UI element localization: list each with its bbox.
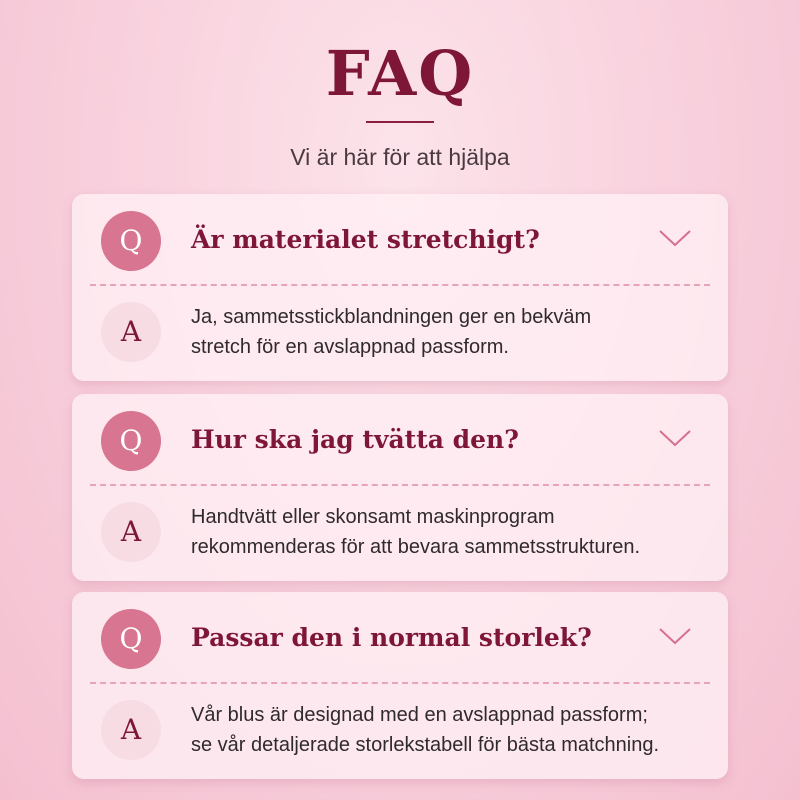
answer-badge: A bbox=[101, 302, 161, 362]
answer-badge: A bbox=[101, 700, 161, 760]
faq-item-2 bbox=[72, 394, 728, 581]
faq-divider bbox=[90, 484, 710, 486]
faq-question-2: Hur ska jag tvätta den? bbox=[191, 425, 519, 454]
answer-line: Handtvätt eller skonsamt maskinprogram bbox=[191, 506, 555, 528]
faq-question-row-3[interactable] bbox=[72, 592, 728, 682]
faq-divider bbox=[90, 284, 710, 286]
chevron-down-icon[interactable] bbox=[657, 625, 693, 647]
faq-item-3 bbox=[72, 592, 728, 779]
answer-line: Vår blus är designad med en avslappnad passform; bbox=[191, 704, 648, 726]
page-title: FAQ bbox=[325, 37, 475, 110]
faq-answer-2 bbox=[191, 502, 716, 562]
faq-question-1: Är materialet stretchigt? bbox=[191, 225, 540, 254]
chevron-down-icon[interactable] bbox=[657, 427, 693, 449]
title-divider bbox=[366, 121, 434, 123]
answer-line: stretch för en avslappnad passform. bbox=[191, 336, 509, 358]
answer-line: Ja, sammetsstickblandningen ger en bekväm bbox=[191, 306, 592, 328]
question-badge: Q bbox=[101, 211, 161, 271]
faq-answer-3 bbox=[191, 700, 716, 760]
faq-item-1 bbox=[72, 194, 728, 381]
faq-question-row-1[interactable] bbox=[72, 194, 728, 284]
answer-line: se vår detaljerade storlekstabell för bästa matchning. bbox=[191, 734, 660, 756]
page-subtitle: Vi är här för att hjälpa bbox=[290, 144, 510, 170]
faq-divider bbox=[90, 682, 710, 684]
answer-line: rekommenderas för att bevara sammetsstrukturen. bbox=[191, 536, 641, 558]
answer-badge: A bbox=[101, 502, 161, 562]
faq-answer-1 bbox=[191, 302, 716, 362]
question-badge: Q bbox=[101, 411, 161, 471]
faq-question-row-2[interactable] bbox=[72, 394, 728, 484]
chevron-down-icon[interactable] bbox=[657, 227, 693, 249]
faq-question-3: Passar den i normal storlek? bbox=[191, 623, 592, 652]
question-badge: Q bbox=[101, 609, 161, 669]
